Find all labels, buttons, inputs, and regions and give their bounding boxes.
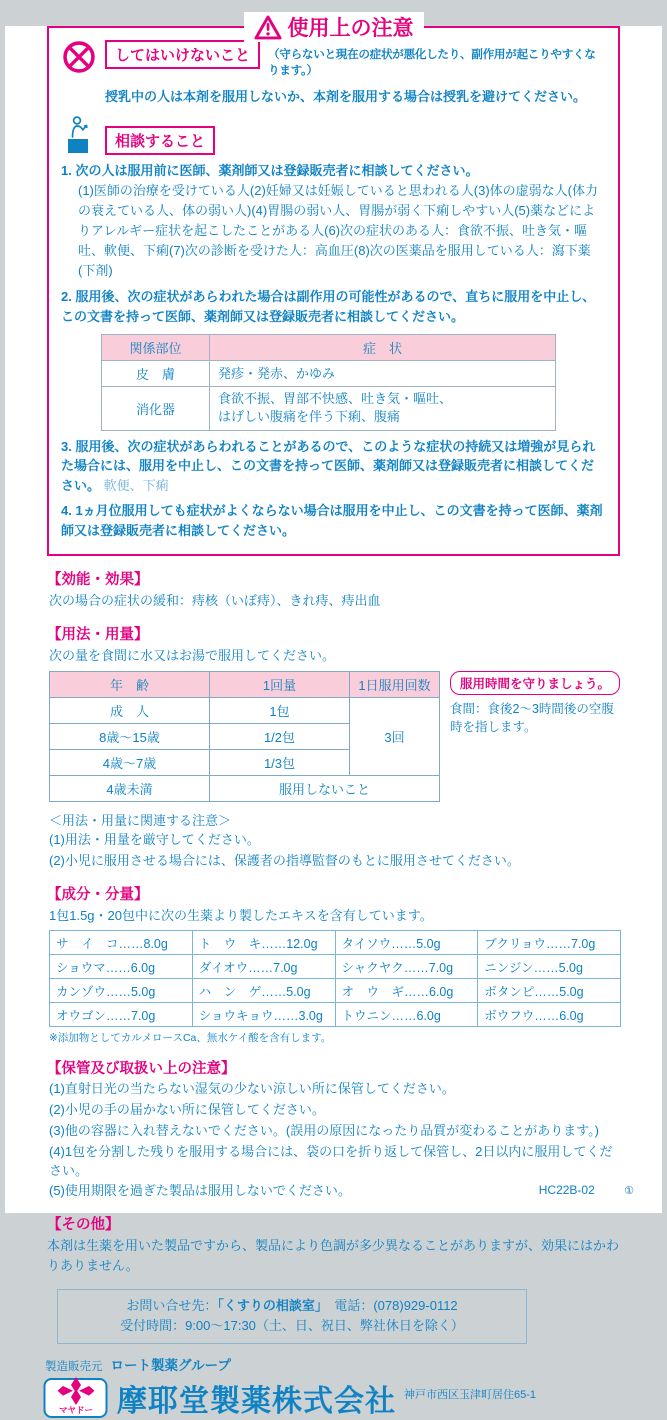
consult-item-2: 2. 服用後、次の症状があらわれた場合は副作用の可能性があるので、直ちに服用を中止し、この文書を持って医師、薬剤師又は登録販売者に相談してください。 <box>61 289 596 324</box>
maker-label: 製造販売元 <box>45 1360 103 1373</box>
symptom-digestive-line2: はげしい腹痛を伴う下痢、腹痛 <box>218 409 401 425</box>
symptom-skin: 発疹・発赤、かゆみ <box>210 361 556 387</box>
storage-item-4: (4)1包を分割した残りを服用する場合には、袋の口を折り返して保管し、2日以内に服用してください。 <box>49 1143 613 1178</box>
storage-item-2: (2)小児の手の届かない所に保管してください。 <box>49 1102 325 1118</box>
dosage-note-1: (1)用法・用量を厳守してください。 <box>49 832 260 848</box>
storage-item-1: (1)直射日光の当たらない湿気の少ない涼しい所に保管してください。 <box>49 1081 455 1097</box>
symptom-part-digestive: 消化器 <box>102 387 210 430</box>
ingredient-cell: ショウキョウ……3.0g <box>192 1003 335 1027</box>
contact-prefix: お問い合せ先： <box>126 1298 218 1314</box>
prohibition-icon <box>61 40 97 74</box>
symptom-digestive <box>210 387 556 430</box>
dosage-header-amount: 1回量 <box>210 672 350 698</box>
symptom-table-header-symptom: 症 状 <box>210 335 556 361</box>
table-row <box>50 698 440 724</box>
table-row <box>50 1003 621 1027</box>
mayado-logo <box>43 1376 109 1420</box>
warning-title <box>244 12 424 42</box>
pharmacist-counter-icon <box>61 115 97 155</box>
ingredient-cell: ショウマ……6.0g <box>50 955 193 979</box>
dosage-under4-value: 服用しないこと <box>210 776 440 802</box>
ingredient-cell: ボタンピ……5.0g <box>478 979 621 1003</box>
table-row <box>50 955 621 979</box>
dosage-amount-8-15: 1/2包 <box>210 724 350 750</box>
storage-title: 【保管及び取扱い上の注意】 <box>47 1061 236 1078</box>
dosage-amount-4-7: 1/3包 <box>210 750 350 776</box>
ingredient-cell: ト ウ キ……12.0g <box>192 931 335 955</box>
warning-title-text: 使用上の注意 <box>287 17 414 40</box>
dosage-header-times: 1日服用回数 <box>350 672 440 698</box>
consult-item-1: 1. 次の人は服用前に医師、薬剤師又は登録販売者に相談してください。 <box>61 163 479 178</box>
other-body: 本剤は生薬を用いた製品ですから、製品により色調が多少異なることがありますが、効果にはかわりありません。 <box>47 1238 620 1273</box>
storage-item-5: (5)使用期限を過ぎた製品は服用しないでください。 <box>49 1183 351 1199</box>
ingredient-cell: ハ ン ゲ……5.0g <box>192 979 335 1003</box>
table-row <box>50 931 621 955</box>
dosage-age-4-7: 4歳〜7歳 <box>50 750 210 776</box>
ingredient-cell: サ イ コ……8.0g <box>50 931 193 955</box>
dosage-tip-column <box>450 671 620 802</box>
dosage-table <box>49 671 440 802</box>
contact-line1 <box>62 1296 522 1316</box>
warning-triangle-icon <box>254 15 282 40</box>
group-name: ロート製薬グループ <box>110 1357 231 1373</box>
usage-warning-box <box>47 17 620 556</box>
svg-text:マヤドー: マヤドー <box>58 1404 94 1415</box>
consult-item-1-body: (1)医師の治療を受けている人(2)妊婦又は妊娠していると思われる人(3)体の虚弱な人(体力の衰えている人、体の弱い人)(4)胃腸の弱い人、胃腸が弱く下痢しやすい人(5)薬などによりアレルギー症状を起こしたことがある人(6)次の症状のある人：食欲不振、吐き気・嘔吐、軟便、下痢(7)次の診断を受けた人：高血圧(8)次の医薬品を服用している人：瀉下薬(下剤) <box>78 182 598 279</box>
ingredients-table <box>49 930 621 1027</box>
donot-label: してはいけないこと <box>105 40 260 69</box>
ingredient-cell: オ ウ ギ……6.0g <box>335 979 478 1003</box>
symptom-digestive-line1: 食欲不振、胃部不快感、吐き気・嘔吐、 <box>218 391 453 407</box>
symptom-table <box>101 334 556 430</box>
lot-code <box>539 1183 634 1197</box>
consult-item-4: 4. 1ヵ月位服用しても症状がよくならない場合は服用を中止し、この文書を持って医師、薬剤師又は登録販売者に相談してください。 <box>61 503 603 538</box>
additives-note: ※添加物としてカルメロースCa、無水ケイ酸を含有します。 <box>49 1032 332 1045</box>
donot-note: （守らないと現在の症状が悪化したり、副作用が起こりやすくなります。） <box>268 48 596 77</box>
company-name: 摩耶堂製薬株式会社 <box>117 1384 396 1418</box>
dosage-lead: 次の量を食間に水又はお湯で服用してください。 <box>49 647 336 663</box>
company-address: 神戸市西区玉津町居住65-1 <box>404 1388 537 1401</box>
symptom-table-header-part: 関係部位 <box>102 335 210 361</box>
table-row <box>50 776 440 802</box>
consult-label: 相談すること <box>105 126 215 155</box>
donot-row <box>61 40 606 78</box>
ingredients-lead: 1包1.5g・20包中に次の生薬より製したエキスを含有しています。 <box>49 907 433 923</box>
product-code: HC22B-02 <box>538 1183 595 1197</box>
ingredient-cell: タイソウ……5.0g <box>335 931 478 955</box>
consult-item-3: 3. 服用後、次の症状があらわれることがあるので、このような症状の持続又は増強が見られた場合には、服用を中止し、この文書を持って医師、薬剤師又は登録販売者に相談してください。 軟便、下痢 <box>61 438 596 493</box>
ingredient-cell: シャクヤク……7.0g <box>335 955 478 979</box>
contact-box <box>57 1289 527 1343</box>
page-marker: ① <box>624 1185 634 1197</box>
dosage-tip-title: 服用時間を守りましょう。 <box>450 671 620 695</box>
table-row <box>102 361 556 387</box>
dosage-note-title: ＜用法・用量に関連する注意＞ <box>49 813 232 829</box>
ingredient-cell: オウゴン……7.0g <box>50 1003 193 1027</box>
dosage-title: 【用法・用量】 <box>47 626 149 643</box>
dosage-times: 3回 <box>350 698 440 776</box>
contact-phone: 電話：(078)929-0112 <box>321 1298 458 1314</box>
ingredient-cell: トウニン……6.0g <box>335 1003 478 1027</box>
maker-line <box>45 1354 662 1374</box>
efficacy-body: 次の場合の症状の緩和：痔核（いぼ痔）、きれ痔、痔出血 <box>49 593 381 609</box>
package-insert-sheet <box>5 17 662 1418</box>
ingredient-cell: ブクリョウ……7.0g <box>478 931 621 955</box>
ingredient-cell: カンゾウ……5.0g <box>50 979 193 1003</box>
contact-room-name: 「くすりの相談室」 <box>217 1298 322 1314</box>
ingredient-cell: ボウフウ……6.0g <box>478 1003 621 1027</box>
ingredient-cell: ニンジン……5.0g <box>478 955 621 979</box>
ingredient-cell: ダイオウ……7.0g <box>192 955 335 979</box>
dosage-area <box>49 671 620 802</box>
table-row <box>50 979 621 1003</box>
consult-item-3-tail: 軟便、下痢 <box>103 477 169 493</box>
symptom-part-skin: 皮 膚 <box>102 361 210 387</box>
table-row <box>102 387 556 430</box>
other-title: 【その他】 <box>47 1217 120 1234</box>
dosage-age-8-15: 8歳〜15歳 <box>50 724 210 750</box>
contact-hours: 受付時間：9:00〜17:30（土、日、祝日、弊社休日を除く） <box>120 1318 464 1334</box>
efficacy-title: 【効能・効果】 <box>47 572 149 589</box>
dosage-note-2: (2)小児に服用させる場合には、保護者の指導監督のもとに服用させてください。 <box>49 852 520 868</box>
company-row <box>43 1376 662 1420</box>
storage-item-3: (3)他の容器に入れ替えないでください。(誤用の原因になったり品質が変わることがあります。) <box>49 1122 600 1138</box>
consult-row <box>61 115 606 155</box>
dosage-header-age: 年 齢 <box>50 672 210 698</box>
dosage-age-under4: 4歳未満 <box>50 776 210 802</box>
dosage-age-adult: 成 人 <box>50 698 210 724</box>
donot-item: 授乳中の人は本剤を服用しないか、本剤を服用する場合は授乳を避けてください。 <box>105 89 587 104</box>
dosage-tip-body: 食間：食後2〜3時間後の空腹時を指します。 <box>450 702 614 735</box>
dosage-amount-adult: 1包 <box>210 698 350 724</box>
ingredients-title: 【成分・分量】 <box>47 886 149 903</box>
